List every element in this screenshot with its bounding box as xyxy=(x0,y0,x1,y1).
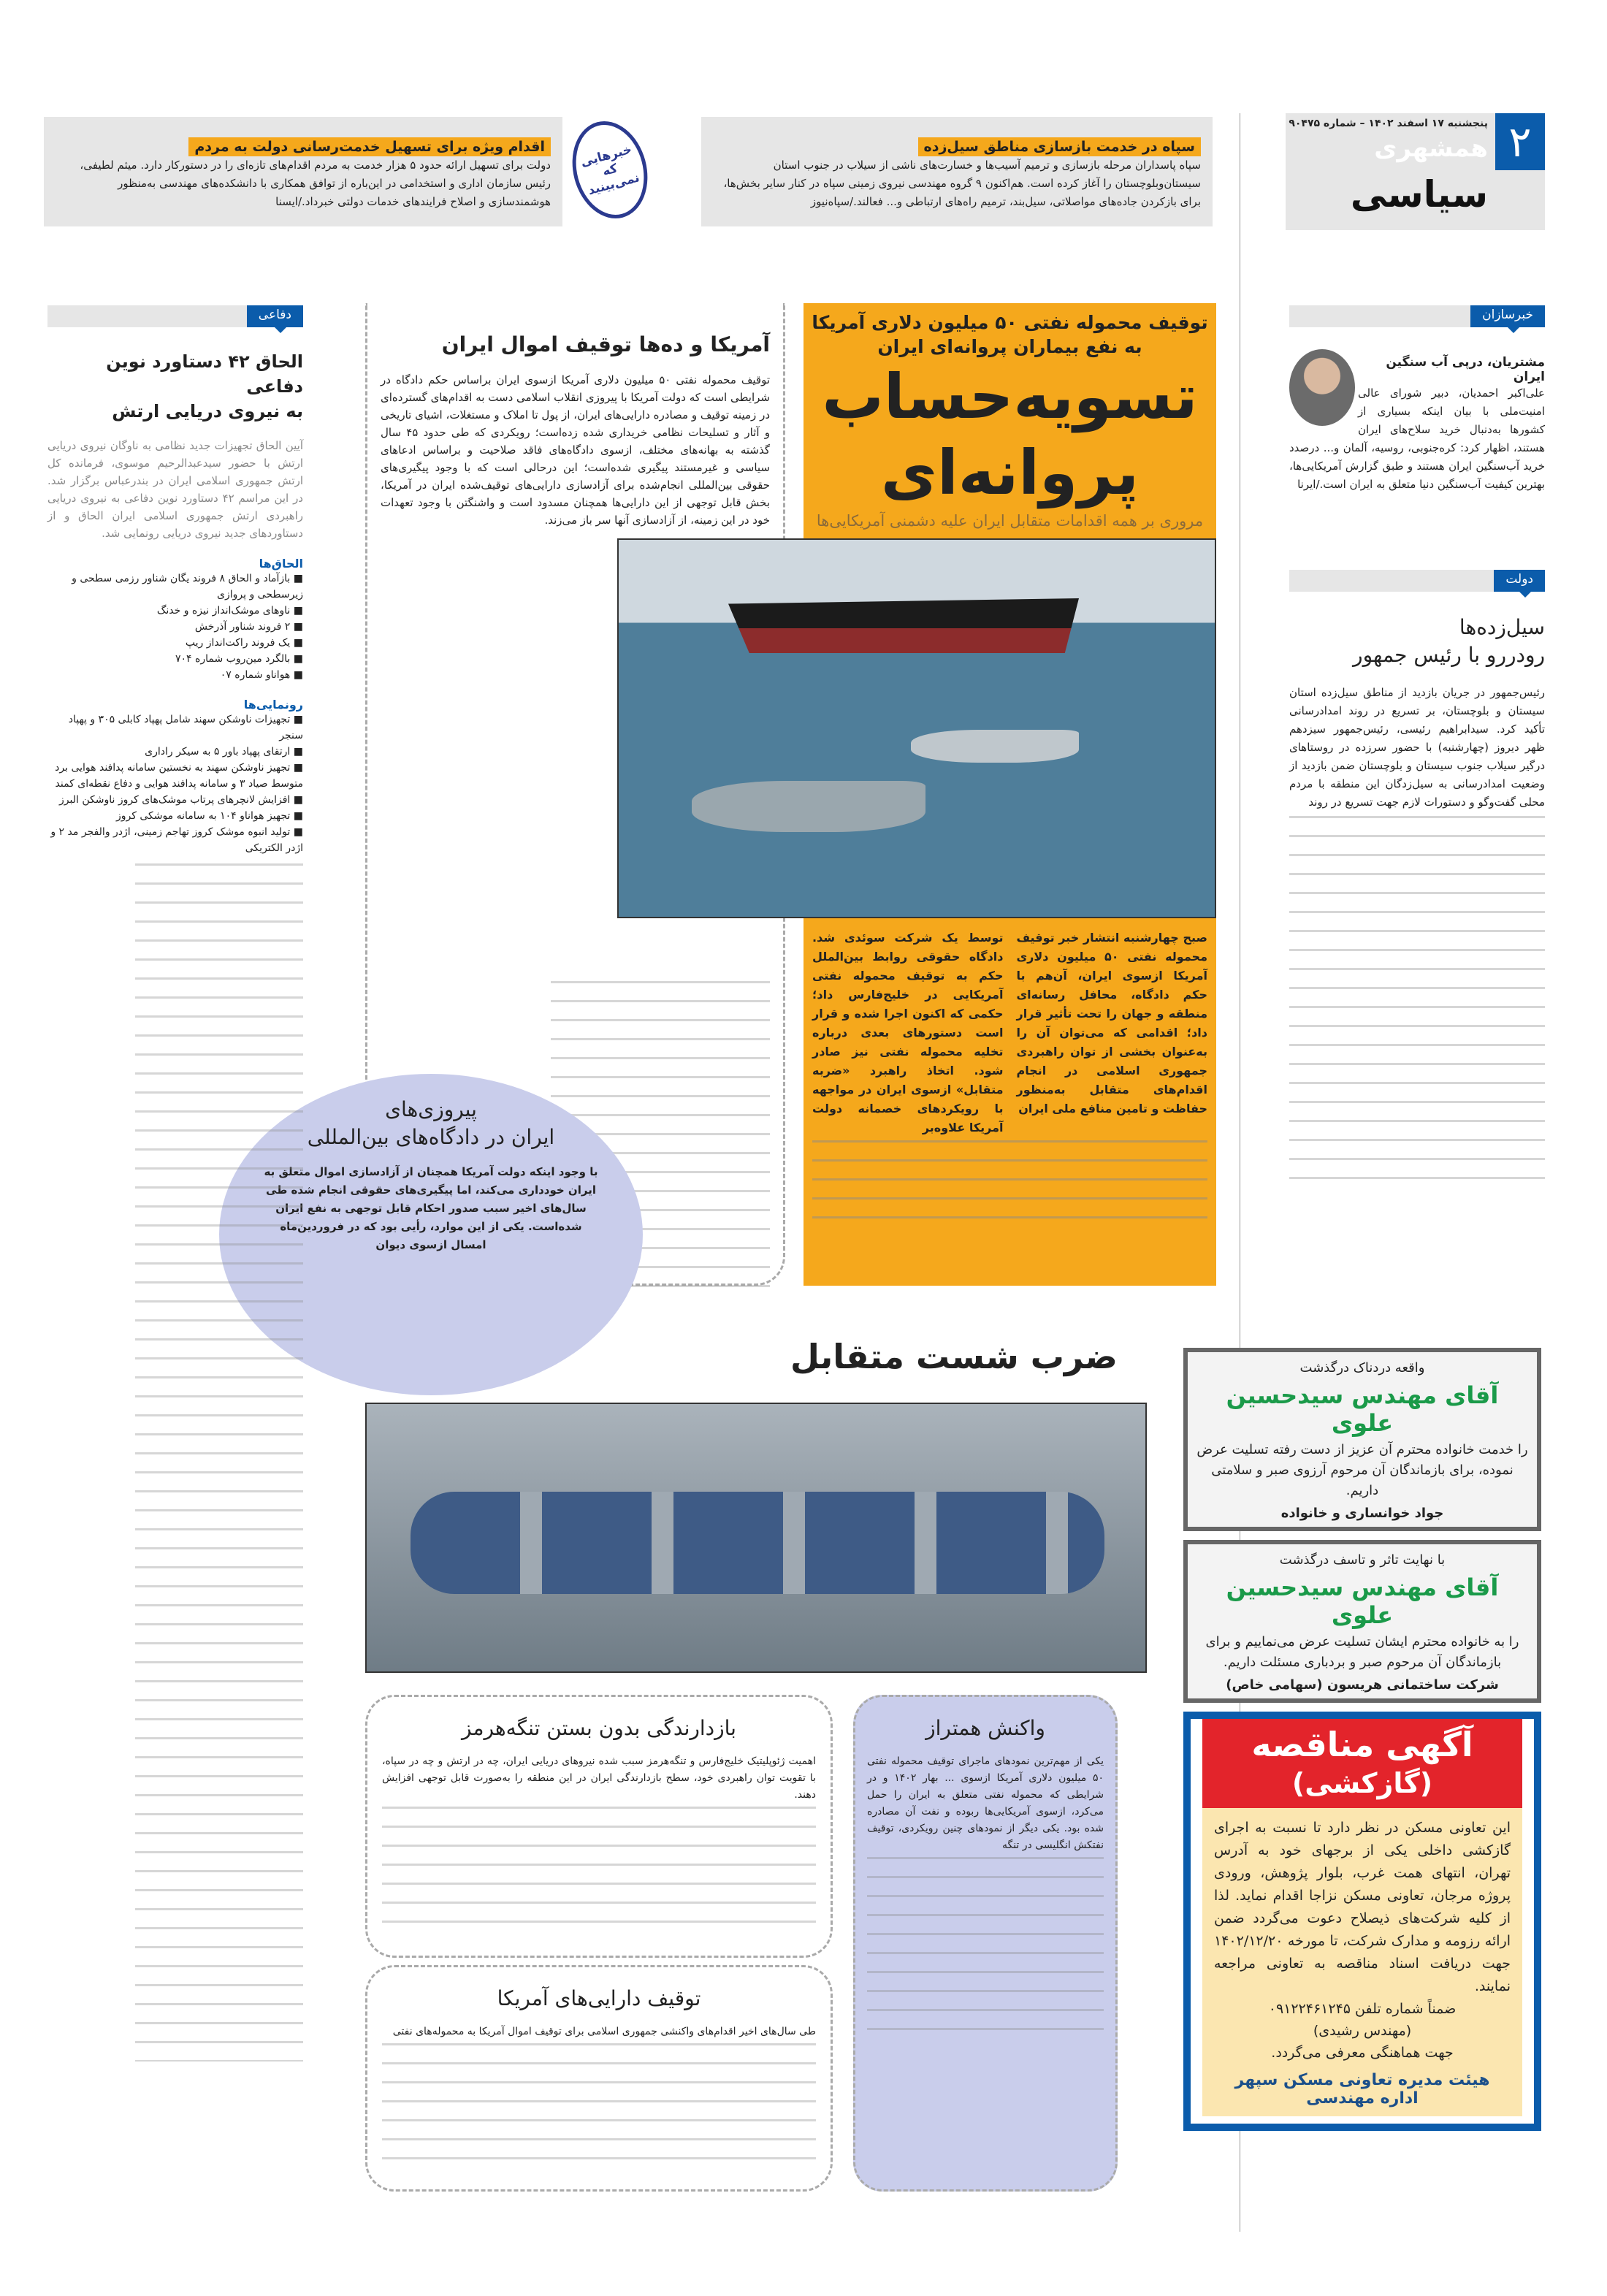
article-text: یکی از مهم‌ترین نمودهای ماجرای توقیف محموله نفتی ۵۰ میلیون دلاری آمریکا ازسوی ... بهار ۱۴۰۲ و در شرایطی که محموله نفتی متعلق به ایران را حمل می‌کرد، ازسوی آمریکایی‌ها ربوده و نفت آن مصادره شده بود. یکی دیگر از نمودهای چنین رویکردی، توقیف نفتکش انگلیسی در تنگه xyxy=(867,1755,1104,1851)
lead-kicker xyxy=(804,303,1216,359)
tender-signature: اداره مهندسی xyxy=(1306,2089,1419,2108)
headline-line: پروانه‌ای xyxy=(880,437,1140,508)
issue-date: پنجشنبه ۱۷ اسفند ۱۴۰۲ – شماره ۹۰۴۷۵ xyxy=(1289,118,1488,129)
missiles-photo xyxy=(365,1403,1147,1673)
lead-story xyxy=(804,303,1216,1286)
condolence-ad-1 xyxy=(1183,1348,1541,1531)
newsmakers-title: مشتریان، درپی آب سنگین ایران xyxy=(1386,355,1545,384)
list-item: ■ ناوهای موشک‌انداز نیزه و خدنگ xyxy=(156,605,303,617)
newsmakers-section xyxy=(1289,305,1545,494)
stamp-logo xyxy=(562,112,658,226)
list-item: ■ یک فروند راکت‌انداز ریپ xyxy=(185,637,303,649)
title-line: به نیروی دریایی ارتش xyxy=(112,401,303,422)
section-label: دولت xyxy=(1494,570,1545,592)
tender-body-box xyxy=(1202,1808,1522,2116)
deterrence-article xyxy=(365,1695,833,1958)
tender-subtitle: (گازکشی) xyxy=(1291,1767,1433,1799)
section-title: سیاسی xyxy=(1350,173,1488,216)
defense-group xyxy=(47,557,303,856)
ad-body: را خدمت خانواده محترم آن عزیز از دست رفته تسلیت عرض نموده، برای بازماندگان آن مرحوم آرزوی صبر و سلامتی داریم. xyxy=(1196,1442,1528,1498)
top-news-left xyxy=(44,117,562,226)
condolence-ad-2 xyxy=(1183,1540,1541,1703)
section-label: دفاعی xyxy=(247,305,303,327)
lead-subtitle: مروری بر همه اقدامات متقابل ایران علیه دشمنی آمریکایی‌ها xyxy=(816,512,1204,530)
avatar xyxy=(1289,349,1355,426)
government-title xyxy=(1289,614,1545,669)
article-title: واکنش همتراز xyxy=(925,1716,1045,1740)
text-block xyxy=(1289,816,1545,1196)
ad-intro: واقعه دردناک درگذشت xyxy=(1299,1360,1425,1376)
lead-col-2: توسط یک شرکت سوئدی شد. دادگاه حقوقی روابط بین‌الملل حکم به توقیف محموله نفتی آمریکایی در خلیج‌فارس داد؛ حکمی که اکنون اجرا شده و قرار است دستورهای بعدی درباره تخلیه محموله نفتی نیز صادر شود. اتخاذ راهبرد «ضربه متقابل» ازسوی ایران در مواجهه با رویکردهای خصمانه دولت آمریکا علاوه‌بر xyxy=(812,931,1004,1134)
list-item: ■ تجهیزات ناوشکن سهند شامل پهپاد کابلی ۳۰۵ و پهپاد سنجر xyxy=(68,714,303,741)
title-line: سیل‌زده‌ها xyxy=(1459,615,1545,639)
ad-signature: جواد خوانساری و خانواده xyxy=(1280,1506,1444,1521)
kicker-line: به نفع بیماران پروانه‌ای ایران xyxy=(877,336,1142,357)
kicker-line: توقیف محموله نفتی ۵۰ میلیون دلاری آمریکا xyxy=(812,312,1208,333)
top-news-title: سپاه در خدمت بازسازی مناطق سیل‌زده xyxy=(918,137,1201,156)
text-block xyxy=(812,1140,1207,1235)
text-block xyxy=(135,863,303,2062)
group-heading: رونمایی‌ها xyxy=(243,698,303,712)
ad-name: آقای مهندس سیدحسین علوی xyxy=(1226,1381,1499,1437)
list-item: ■ تولید انبوه موشک کروز تهاجم زمینی، اژدر والفجر مد ۲ و اژدر الکتریکی xyxy=(50,826,303,854)
top-news-right xyxy=(701,117,1213,226)
article-title: بازدارندگی بدون بستن تنگه‌هرمز xyxy=(462,1716,736,1740)
list-item: ■ هواناو شماره ۰۷ xyxy=(220,669,303,681)
ad-body: را به خانواده محترم ایشان تسلیت عرض می‌نماییم و برای بازماندگان آن مرحوم صبر و بردباری مسئلت داریم. xyxy=(1205,1634,1519,1670)
paper-logo: همشهری xyxy=(1374,134,1488,163)
page-number: ۲ xyxy=(1495,113,1545,170)
boat-image xyxy=(911,730,1079,763)
tender-note: جهت هماهنگی معرفی می‌گردد. xyxy=(1271,2045,1454,2061)
boat-image xyxy=(692,781,925,832)
reaction-article xyxy=(853,1695,1118,2192)
title-line: الحاق ۴۲ دستاورد نوین دفاعی xyxy=(106,351,303,397)
ad-intro: با نهایت تاثر و تاسف درگذشت xyxy=(1279,1552,1446,1568)
list-item: ■ بازآماد و الحاق ۸ فروند یگان شناور رزمی سطحی و زیرسطحی و پروازی xyxy=(72,573,303,600)
stamp-text: خبرهایی که نمی‌بینید xyxy=(579,142,641,198)
defense-lead: آیین الحاق تجهیزات جدید نظامی به ناوگان نیروی دریایی ارتش با حضور سیدعبدالرحیم موسوی، فرمانده کل ارتش جمهوری اسلامی ایران در بندرعباس برگزار شد. در این مراسم ۴۲ دستاورد نوین دفاعی به نیروی دریایی راهبردی ارتش جمهوری اسلامی ایران الحاق و از دستاوردهای جدید نیروی دریایی رونمایی شد. xyxy=(47,439,303,540)
list-item: ■ تجهیز ناوشکن سهند به نخستین سامانه پدافند هوایی برد متوسط صیاد ۳ و سامانه پدافند هوایی و دفاع نقطه‌ای کمند xyxy=(55,762,303,790)
missile-image xyxy=(411,1492,1104,1594)
title-line: پیروزی‌های xyxy=(385,1097,477,1121)
masthead xyxy=(1286,113,1545,230)
ad-signature: شرکت ساختمانی هریسون (سهامی خاص) xyxy=(1226,1677,1499,1693)
article-title: آمریکا و ده‌ها توقیف اموال ایران xyxy=(441,332,770,356)
article-text: طی سال‌های اخیر اقدام‌های واکنشی جمهوری اسلامی برای توقیف اموال آمریکا به محموله‌های نفتی xyxy=(392,2026,816,2037)
text-block xyxy=(382,2043,816,2160)
tender-header xyxy=(1202,1719,1522,1808)
seizure-article xyxy=(365,1965,833,2192)
article-text: اهمیت ژئوپلیتیک خلیج‌فارس و تنگه‌هرمز سبب شده نیروهای دریایی ایران، چه در ارتش و چه در سپاه، با تقویت توان راهبردی خود، سطح بازدارندگی ایران در این منطقه را به‌صورت قابل توجهی افزایش دهند. xyxy=(382,1755,816,1801)
section-label: خبرسازان xyxy=(1470,305,1545,327)
bubble-title xyxy=(263,1096,599,1151)
photo-section-title: ضرب شست متقابل xyxy=(790,1337,1118,1376)
headline-line: تسویه‌حساب xyxy=(822,361,1198,432)
ad-name: آقای مهندس سیدحسین علوی xyxy=(1226,1574,1499,1629)
top-news-text: سپاه پاسداران مرحله بازسازی و ترمیم آسیب‌ها و خسارت‌های ناشی از سیلاب در جنوب استان سیستان‌وبلوچستان را آغاز کرده است. هم‌اکنون ۹ گروه مهندسی نیروی زمینی سپاه در کنار سایر بخش‌ها، برای بازکردن جاده‌های مواصلاتی، سیل‌بند، ترمیم راه‌های ارتباطی و... فعالند./سپاه‌نیوز xyxy=(723,159,1201,208)
text-block xyxy=(382,1807,816,1931)
top-news-title: اقدام ویژه برای تسهیل خدمت‌رسانی دولت به مردم xyxy=(188,137,551,156)
tender-phone: ضمناً شماره تلفن ۰۹۱۲۲۴۶۱۲۴۵ xyxy=(1268,2001,1457,2017)
photo-gap xyxy=(381,566,560,975)
title-line: ایران در دادگاه‌های بین‌المللی xyxy=(307,1125,555,1149)
list-item: ■ افزایش لانچرهای پرتاب موشک‌های کروز ناوشکن البرز xyxy=(59,794,303,806)
tender-body: این تعاونی مسکن در نظر دارد تا نسبت به اجرای گازکشی داخلی یکی از برجهای خود به آدرس تهران، انتهای همت غرب، بلوار پژوهش، ورودی پروژه مرجان، تعاونی مسکن نزاجا اقدام نماید. لذا از کلیه شرکت‌های ذیصلاح دعوت می‌گردد ضمن ارائه رزومه و مدارک شرکت، تا مورخه ۱۴۰۲/۱۲/۲۰ جهت دریافت اسناد مناقصه به تعاونی مراجعه نمایند. xyxy=(1214,1820,1511,1994)
group-heading: الحاق‌ها xyxy=(259,557,303,571)
list-item: ■ ۲ فروند شناور آذرخش xyxy=(194,621,303,633)
defense-section xyxy=(47,305,303,2062)
bubble-text: با وجود اینکه دولت آمریکا همچنان از آزادسازی اموال متعلق به ایران خودداری می‌کند، اما پیگیری‌های حقوقی انجام شده طی سال‌های اخیر سبب صدور احکام قابل توجهی به نفع ایران شده‌است. یکی از این موارد، رأیی بود که در فروردین‌ماه امسال ازسوی دیوان xyxy=(264,1165,598,1251)
defense-title xyxy=(47,349,303,424)
list-item: ■ ارتقای پهپاد باور ۵ به سیکر راداری xyxy=(145,746,303,758)
tender-contact: (مهندس رشیدی) xyxy=(1313,2023,1412,2039)
tender-ad xyxy=(1183,1712,1541,2131)
tender-signature: هیئت مدیره تعاونی مسکن سپهر xyxy=(1234,2071,1490,2089)
lead-col-1: صبح چهارشنبه انتشار خبر توقیف محموله نفتی ۵۰ میلیون دلاری آمریکا ازسوی ایران، آن‌هم با حکم دادگاه، محافل رسانه‌ای منطقه و جهان را تحت تأثیر قرار داد؛ اقدامی که می‌توان آن را به‌عنوان بخشی از توان راهبردی جمهوری اسلامی در انجام اقدام‌های متقابل به‌منظور حفاظت و تامین منافع ملی ایران xyxy=(1016,931,1207,1115)
ads-stack xyxy=(1183,1348,1541,2131)
text-block xyxy=(867,1857,1104,2047)
lead-photo xyxy=(617,538,1216,918)
list-item: ■ بالگرد مین‌روب شماره ۷۰۴ xyxy=(175,653,303,665)
government-section xyxy=(1289,570,1545,1196)
lead-columns xyxy=(804,918,1216,1137)
government-text: رئیس‌جمهور در جریان بازدید از مناطق سیل‌زده استان سیستان و بلوچستان، بر تسریع در روند امدادرسانی تأکید کرد. سیدابراهیم رئیسی، رئیس‌جمهور سیزدهم ظهر دیروز (چهارشنبه) با حضور سرزده در روستاهای درگیر سیلاب جنوب سیستان و بلوچستان ضمن بازدید از وضعیت امدادرسانی به سیل‌زدگان این منطقه با مردم محلی گفت‌وگو و دستورات لازم جهت تسریع در روند xyxy=(1289,686,1545,809)
top-news-text: دولت برای تسهیل ارائه حدود ۵ هزار خدمت به مردم اقدام‌های تازه‌ای را در دستورکار دارد. میثم لطیفی، رئیس سازمان اداری و استخدامی در این‌باره از توافق همکاری با دانشکده‌های مهندسی به‌منظور هوشمندسازی و اصلاح فرایندهای خدمات دولتی خبرداد./ایسنا xyxy=(80,159,551,208)
newsmakers-text: علی‌اکبر احمدیان، دبیر شورای عالی امنیت‌ملی با بیان اینکه بسیاری از کشورها به‌دنبال خرید سلاح‌های ایران هستند، اظهار کرد: کره‌جنوبی، روسیه، آلمان و... درصدد خرید آب‌سنگین ایران هستند و طبق گزارش آمریکایی‌ها، بهترین کیفیت آب‌سنگین دنیا متعلق به ایران است./ایرنا xyxy=(1289,386,1545,491)
article-title: توقیف دارایی‌های آمریکا xyxy=(497,1986,701,2010)
title-line: رودررو با رئیس جمهور xyxy=(1353,643,1545,667)
tanker-image xyxy=(728,598,1079,653)
article-text: توقیف محموله نفتی ۵۰ میلیون دلاری آمریکا ازسوی ایران براساس حکم دادگاه در شرایطی است که دولت آمریکا با پیروزی انقلاب اسلامی دست به اقدام‌های گسترده‌ای در زمینه توقیف و مصادره دارایی‌های ایران، از پول تا املاک و مستغلات، اشیای تاریخی و آثار و تسلیحات نظامی خریداری شده زده‌است؛ رویکردی که طی حدود ۴۵ سال گذشته به بهانه‌های مختلف، ازسوی دادگاه‌های فاقد صلاحیت و براساس ادعاهای سیاسی و غیرمستند پیگیری شده‌است؛ این درحالی است که با وجود پیگیری‌های حقوقی بین‌المللی انجام‌شده برای آزادسازی دارایی‌های توقیف‌شده ایران در آمریکا، بخش قابل توجهی از این دارایی‌ها همچنان مسدود است و واشنگتن با وجود تعهدات خود در این زمینه، از آزادسازی آنها سر باز می‌زند. xyxy=(381,373,770,527)
list-item: ■ تجهیز هواناو ۱۰۴ به سامانه موشکی کروز xyxy=(115,810,303,822)
lead-headline xyxy=(804,359,1216,511)
tender-title: آگهی مناقصه xyxy=(1251,1725,1473,1764)
